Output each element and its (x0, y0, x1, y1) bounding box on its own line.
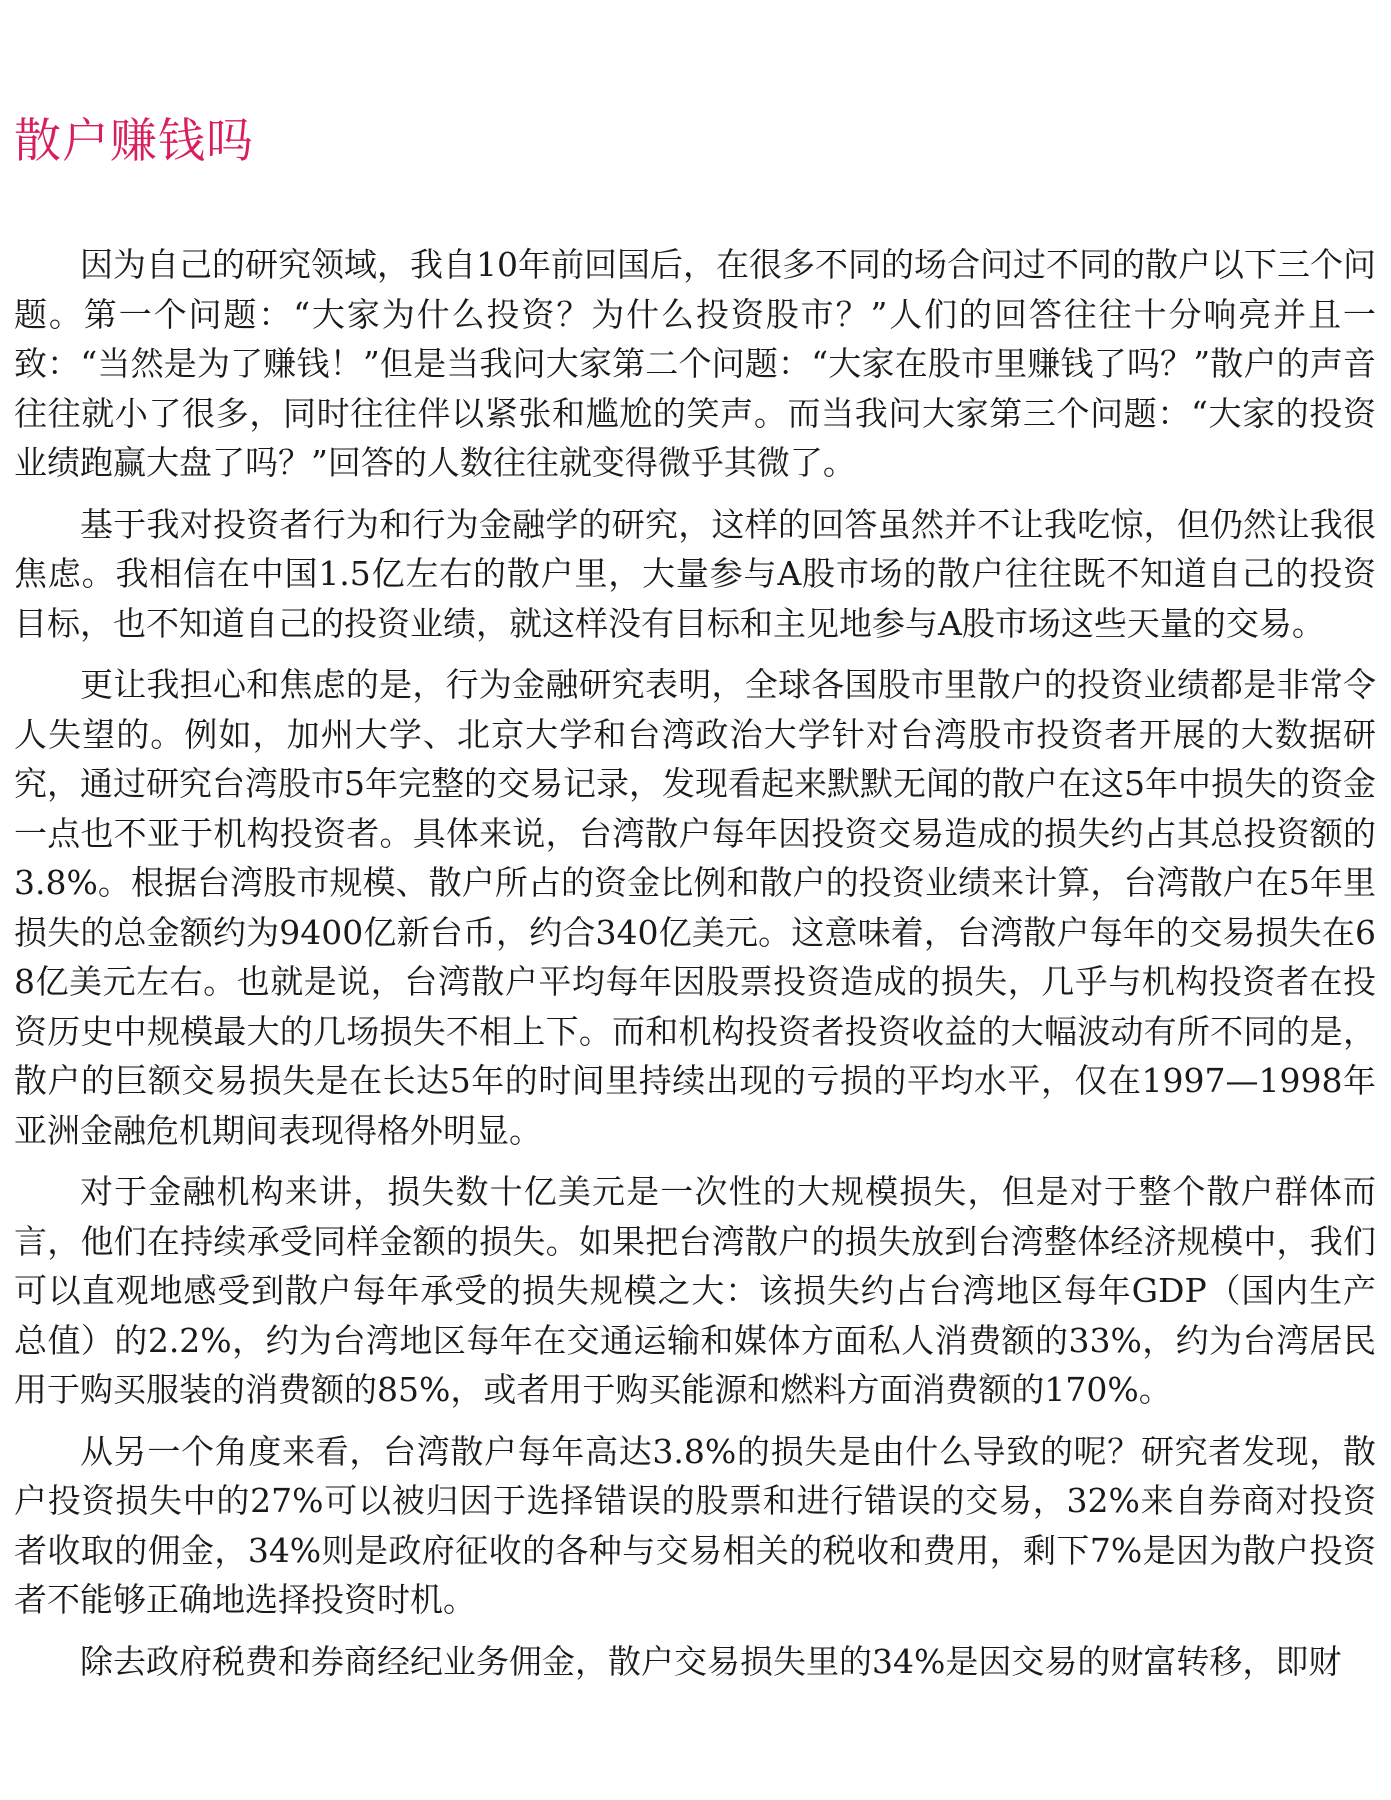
chapter-title: 散户赚钱吗 (14, 114, 254, 169)
paragraph: 基于我对投资者行为和行为金融学的研究，这样的回答虽然并不让我吃惊，但仍然让我很焦虑。我相信在中国1.5亿左右的散户里，大量参与A股市场的散户往往既不知道自己的投资目标，也不知道自己的投资业绩，就这样没有目标和主见地参与A股市场这些天量的交易。 (14, 504, 1376, 643)
body-text (14, 240, 1376, 1698)
paragraph: 除去政府税费和券商经纪业务佣金，散户交易损失里的34%是因交易的财富转移，即财 (80, 1641, 1342, 1681)
paragraph: 对于金融机构来讲，损失数十亿美元是一次性的大规模损失，但是对于整个散户群体而言，他们在持续承受同样金额的损失。如果把台湾散户的损失放到台湾整体经济规模中，我们可以直观地感受到散户每年承受的损失规模之大：该损失约占台湾地区每年GDP（国内生产总值）的2.2%，约为台湾地区每年在交通运输和媒体方面私人消费额的33%，约为台湾居民用于购买服装的消费额的85%，或者用于购买能源和燃料方面消费额的170%。 (14, 1172, 1376, 1409)
paragraph: 因为自己的研究领域，我自10年前回国后，在很多不同的场合问过不同的散户以下三个问题。第一个问题：“大家为什么投资？为什么投资股市？”人们的回答往往十分响亮并且一致：“当然是为了赚钱！”但是当我问大家第二个问题：“大家在股市里赚钱了吗？”散户的声音往往就小了很多，同时往往伴以紧张和尴尬的笑声。而当我问大家第三个问题：“大家的投资业绩跑赢大盘了吗？”回答的人数往往就变得微乎其微了。 (14, 245, 1376, 482)
paragraph: 更让我担心和焦虑的是，行为金融研究表明，全球各国股市里散户的投资业绩都是非常令人失望的。例如，加州大学、北京大学和台湾政治大学针对台湾股市投资者开展的大数据研究，通过研究台湾股市5年完整的交易记录，发现看起来默默无闻的散户在这5年中损失的资金一点也不亚于机构投资者。具体来说，台湾散户每年因投资交易造成的损失约占其总投资额的3.8%。根据台湾股市规模、散户所占的资金比例和散户的投资业绩来计算，台湾散户在5年里损失的总金额约为9400亿新台币，约合340亿美元。这意味着，台湾散户每年的交易损失在68亿美元左右。也就是说，台湾散户平均每年因股票投资造成的损失，几乎与机构投资者在投资历史中规模最大的几场损失不相上下。而和机构投资者投资收益的大幅波动有所不同的是，散户的巨额交易损失是在长达5年的时间里持续出现的亏损的平均水平，仅在1997—1998年亚洲金融危机期间表现得格外明显。 (14, 665, 1376, 1150)
paragraph: 从另一个角度来看，台湾散户每年高达3.8%的损失是由什么导致的呢？研究者发现，散户投资损失中的27%可以被归因于选择错误的股票和进行错误的交易，32%来自券商对投资者收取的佣金，34%则是政府征收的各种与交易相关的税收和费用，剩下7%是因为散户投资者不能够正确地选择投资时机。 (14, 1431, 1376, 1619)
